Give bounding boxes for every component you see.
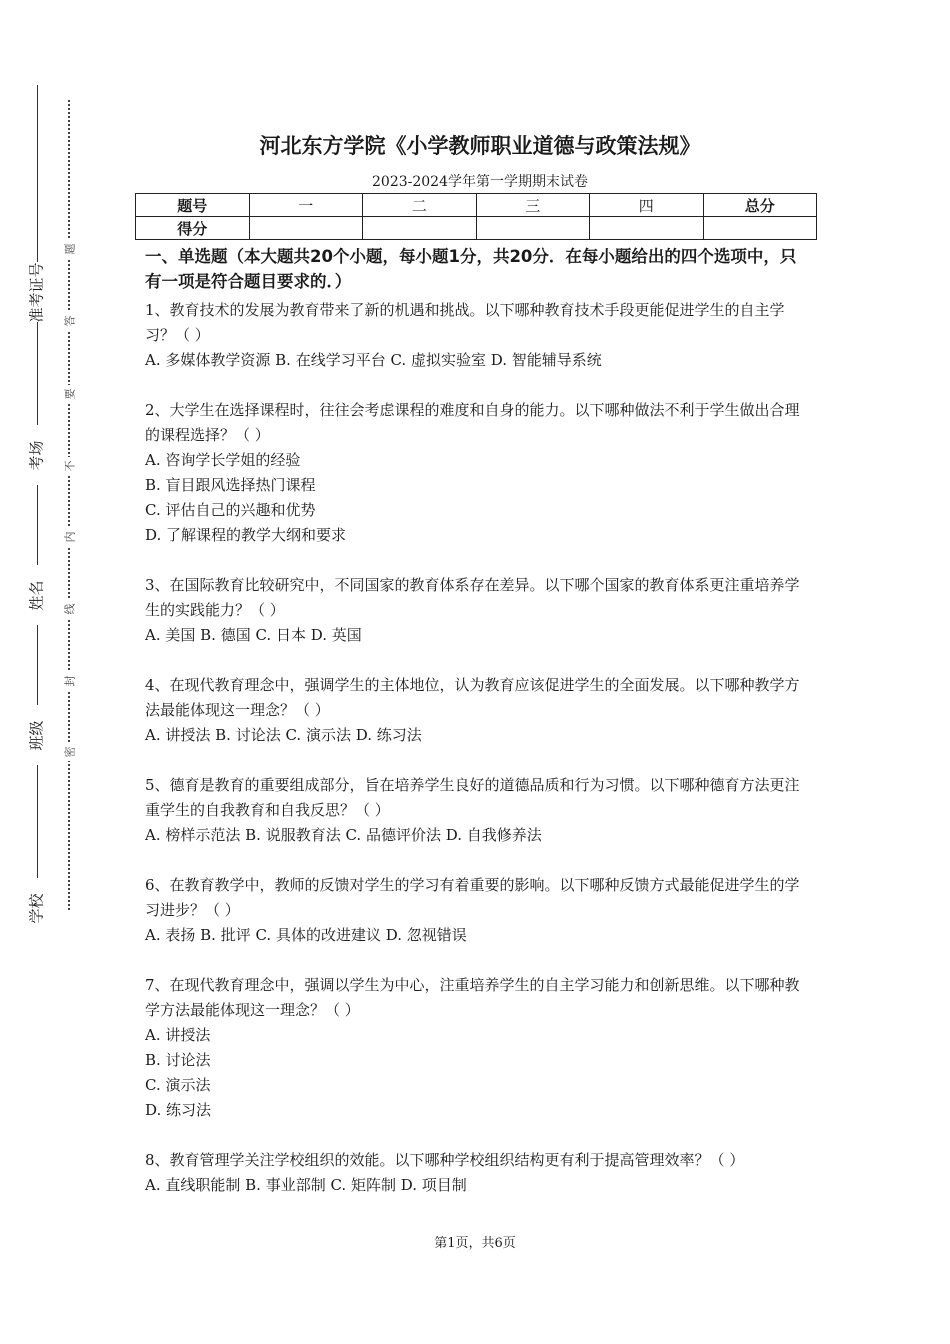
score-table-column-total: 总分 <box>703 194 817 217</box>
question-option: A. 讲授法 <box>145 1026 211 1044</box>
binding-label-class: 班级 <box>20 705 52 765</box>
score-table <box>135 193 817 240</box>
question-option: A. 美国 B. 德国 C. 日本 D. 英国 <box>145 626 362 644</box>
question-text: 7、在现代教育理念中，强调以学生为中心，注重培养学生的自主学习能力和创新思维。以下哪种教学方法最能体现这一理念？（ ） <box>145 976 800 1019</box>
binding-label-school: 学校 <box>20 878 52 938</box>
question-content <box>145 244 810 1223</box>
question-option: D. 了解课程的教学大纲和要求 <box>145 526 347 544</box>
question-option: A. 咨询学长学姐的经验 <box>145 451 301 469</box>
page-subtitle: 2023-2024学年第一学期期末试卷 <box>372 174 588 190</box>
binding-margin <box>0 0 110 1344</box>
question-item <box>145 773 810 848</box>
seal-char: 答 <box>60 312 78 330</box>
score-table-column: 二 <box>363 194 477 217</box>
question-item <box>145 398 810 548</box>
question-item <box>145 573 810 648</box>
seal-char: 不 <box>60 457 78 475</box>
question-text: 8、教育管理学关注学校组织的效能。以下哪种学校组织结构更有利于提高管理效率？（ ） <box>145 1151 745 1169</box>
score-table-row-header: 题号 <box>136 194 250 217</box>
score-cell[interactable] <box>703 217 817 240</box>
score-table-column: 四 <box>590 194 704 217</box>
question-option: B. 讨论法 <box>145 1051 211 1069</box>
binding-solid-line <box>37 85 38 915</box>
score-table-row-header: 得分 <box>136 217 250 240</box>
score-table-score-row <box>136 217 817 240</box>
question-text: 4、在现代教育理念中，强调学生的主体地位，认为教育应该促进学生的全面发展。以下哪种教学方法最能体现这一理念？（ ） <box>145 676 800 719</box>
question-option: A. 讲授法 B. 讨论法 C. 演示法 D. 练习法 <box>145 726 422 744</box>
question-item <box>145 673 810 748</box>
seal-char: 要 <box>60 385 78 403</box>
section-heading: 一、单选题（本大题共20个小题，每小题1分，共20分．在每小题给出的四个选项中，只有一项是符合题目要求的．） <box>145 247 797 291</box>
question-option: A. 表扬 B. 批评 C. 具体的改进建议 D. 忽视错误 <box>145 926 467 944</box>
question-item <box>145 298 810 373</box>
score-table-column: 一 <box>249 194 363 217</box>
binding-dotted-line <box>68 100 70 910</box>
question-option: B. 盲目跟风选择热门课程 <box>145 476 316 494</box>
score-cell[interactable] <box>590 217 704 240</box>
question-text: 6、在教育教学中，教师的反馈对学生的学习有着重要的影响。以下哪种反馈方式最能促进学生的学习进步？（ ） <box>145 876 800 919</box>
question-option: C. 评估自己的兴趣和优势 <box>145 501 316 519</box>
page-number: 第1页，共6页 <box>434 1236 516 1251</box>
question-item <box>145 873 810 948</box>
score-cell[interactable] <box>249 217 363 240</box>
question-option: A. 多媒体教学资源 B. 在线学习平台 C. 虚拟实验室 D. 智能辅导系统 <box>145 351 602 369</box>
question-text: 3、在国际教育比较研究中，不同国家的教育体系存在差异。以下哪个国家的教育体系更注重培养学生的实践能力？（ ） <box>145 576 800 619</box>
score-table-column: 三 <box>476 194 590 217</box>
question-text: 5、德育是教育的重要组成部分，旨在培养学生良好的道德品质和行为习惯。以下哪种德育方法更注重学生的自我教育和自我反思？（ ） <box>145 776 800 819</box>
question-option: C. 演示法 <box>145 1076 211 1094</box>
question-text: 2、大学生在选择课程时，往往会考虑课程的难度和自身的能力。以下哪种做法不利于学生做出合理的课程选择？（ ） <box>145 401 800 444</box>
question-item <box>145 973 810 1123</box>
seal-char: 封 <box>60 672 78 690</box>
question-text: 1、教育技术的发展为教育带来了新的机遇和挑战。以下哪种教育技术手段更能促进学生的自主学习？（ ） <box>145 301 785 344</box>
binding-label-exam-id: 准考证号 <box>20 262 52 322</box>
seal-char: 线 <box>60 600 78 618</box>
seal-char: 内 <box>60 528 78 546</box>
seal-char: 题 <box>60 240 78 258</box>
seal-char: 密 <box>60 743 78 761</box>
binding-label-exam-room: 考场 <box>20 425 52 485</box>
question-option: D. 练习法 <box>145 1101 212 1119</box>
binding-label-name: 姓名 <box>20 565 52 625</box>
question-option: A. 榜样示范法 B. 说服教育法 C. 品德评价法 D. 自我修养法 <box>145 826 542 844</box>
question-option: A. 直线职能制 B. 事业部制 C. 矩阵制 D. 项目制 <box>145 1176 467 1194</box>
question-item <box>145 1148 810 1198</box>
score-cell[interactable] <box>363 217 477 240</box>
page-title: 河北东方学院《小学教师职业道德与政策法规》 <box>259 134 701 158</box>
score-table-header-row <box>136 194 817 217</box>
score-cell[interactable] <box>476 217 590 240</box>
